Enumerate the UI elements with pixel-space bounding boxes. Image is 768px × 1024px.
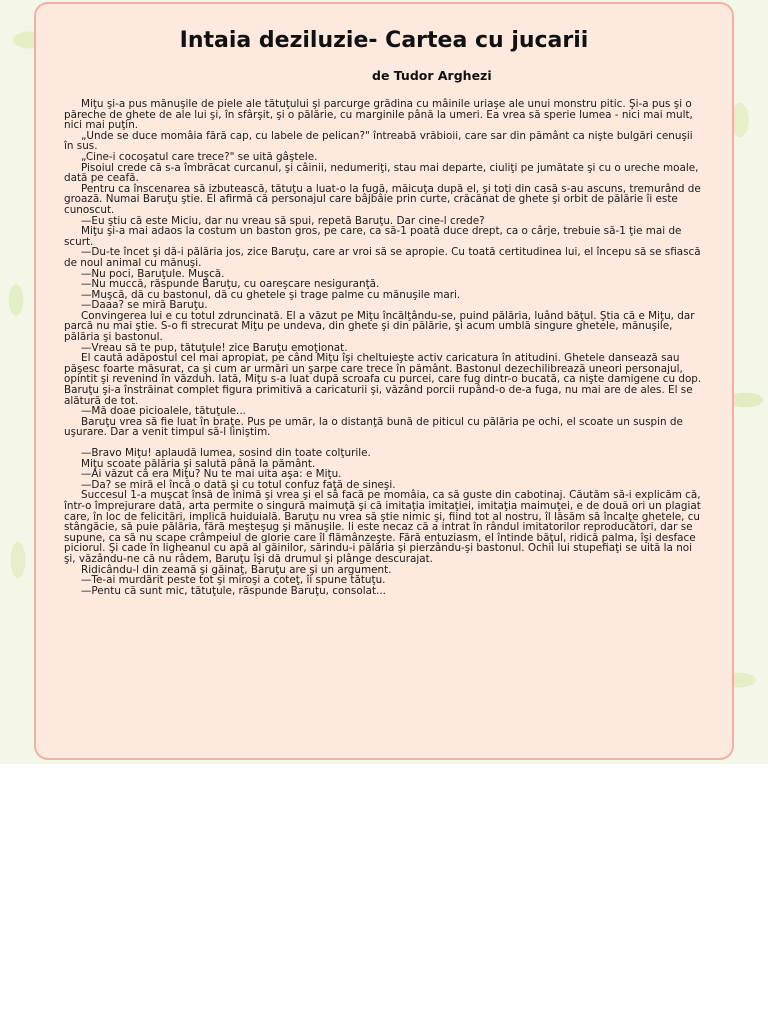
document-title: Intaia deziluzie- Cartea cu jucarii (179, 28, 589, 53)
paragraph: —Eu ştiu că este Miciu, dar nu vreau să spui, repetă Baruţu. Dar cine-l crede? (81, 214, 485, 227)
paragraph: „Unde se duce momâia fără cap, cu labele de pelican?" întreabă vrăbioii, care sar din pământ ca nişte bulgări cenuşii în sus. (64, 129, 693, 153)
paragraph: —Mă doae picioalele, tătuţule... (81, 405, 246, 418)
paragraph: „Cine-i cocoşatul care trece?" se uită gâştele. (81, 150, 318, 163)
paragraph: Succesul 1-a muşcat însă de inimă şi vrea şi el să facă pe momâia, ca să guste din cabotinaj. Căutăm să-i explicăm că, într-o împrejurare dată, arta permite o singură maimuţă şi că imitaţia imitaţiei, imitaţia maimuţei, e de două ori un plagiat care, în loc de felicitări, implică huiduială. Baruţu nu vrea să ştie nimic şi, fiind tot al nostru, îl lăsăm să încalţe ghetele, cu stângăcie, să puie pălăria, fără meşteşug şi mănuşile. Ii este necaz că a intrat în rândul imitatorilor reproducători, dar se supune, ca să nu scape crâmpeiul de glorie care îl flămânzeşte. Fără entuziasm, el întinde băţul, ridică palma, îşi desface piciorul. Şi cade în ligheanul cu apă al găinilor, sărindu-i pălăria şi pierzându-şi bastonul. Ochii lui stupefiaţi se uită la noi şi, văzându-ne că nu râdem, Baruţu îşi dă drumul şi plânge descurajat. (64, 489, 701, 565)
paragraph: —Nu poci, Baruţule. Muşcă. (81, 267, 225, 280)
paragraph: —Ai văzut că era Miţu? Nu te mai uita aşa: e Miţu. (81, 468, 342, 481)
document-page (34, 2, 734, 760)
paragraph: —Pentu că sunt mic, tătuţule, răspunde Baruţu, consolat... (81, 584, 386, 597)
paragraph: —Muşcă, dă cu bastonul, dă cu ghetele şi trage palme cu mănuşile mari. (81, 288, 461, 301)
paragraph: —Da? se miră el încă o dată şi cu totul confuz faţă de sineşi. (81, 478, 396, 491)
paragraph: —Du-te încet şi dă-i pălăria jos, zice Baruţu, care ar vroi să se apropie. Cu toată certitudinea lui, el începu să se sfiască de noul animal cu mănuşi. (64, 246, 701, 269)
paragraph: —Bravo Miţu! aplaudă lumea, sosind din toate colţurile. (81, 447, 371, 459)
paragraph: —Daaa? se miră Baruţu. (81, 299, 208, 312)
paragraph: Miţu şi-a mai adaos la costum un baston gros, pe care, ca să-1 poată duce drept, ca o cârje, trebuie să-1 ţie mai de scurt. (64, 225, 682, 248)
paragraph: Pentru ca înscenarea să izbutească, tătuţu a luat-o la fugă, măicuţa după el, şi toţi din casă s-au ascuns, tremurând de groază. Numai Baruţu ştie. El afirmă că personajul care bâjbâie prin curte, crăcănat de ghete şi orbit de pălărie îi este cunoscut. (64, 182, 701, 216)
body-text (64, 99, 704, 596)
paragraph: El caută adăpostul cel mai apropiat, pe când Miţu îşi cheltuieşte activ caricatura în atitudini. Ghetele dansează sau păşesc foarte măsurat, ca şi cum ar urmări un şarpe care trece în pământ. Bastonul dezechilibrează uneori personajul, opintit şi revenind în văzduh. Iată, Miţu s-a luat după scroafa cu purcei, care fug dintr-o bucată, ca nişte damigene cu dop. Baruţu şi-a înstrăinat complet figura primitivă a caricaturii şi, văzând porcii rupând-o de-a fuga, nu mai are de ales. El se alătură de tot. (64, 352, 702, 407)
document-author: de Tudor Arghezi (372, 68, 492, 83)
paragraph: —Nu muccă, răspunde Baruţu, cu oareşcare nesiguranţă. (81, 278, 380, 291)
paragraph: Pisoiul crede că s-a îmbrăcat curcanul, şi câinii, nedumeriţi, stau mai departe, ciuliţi pe jumătate şi cu o ureche moale, dată pe ceafă. (64, 161, 699, 185)
paragraph: Miţu şi-a pus mănuşile de piele ale tătuţului şi parcurge grădina cu mâinile uriaşe ale unui monstru pitic. Şi-a pus şi o păreche de ghete de ale lui şi, în sfârşit, şi o pălărie, cu marginile până la umeri. Ea vrea să sperie lumea - nici mai mult, nici mai puţin. (64, 98, 693, 132)
paragraph: Ridicându-l din zeamă şi găinaţ, Baruţu are şi un argument. (81, 563, 392, 576)
paragraph: Convingerea lui e cu totul zdruncinată. El a văzut pe Miţu încălţându-se, puind pălăria, luând băţul. Ştia că e Miţu, dar parcă nu mai ştie. S-o fi strecurat Miţu pe undeva, din ghete şi din pălărie, şi acum umblă singure ghetele, mănuşile, pălăria şi bastonul. (64, 309, 695, 344)
paragraph: Miţu scoate pălăria şi salută până la pământ. (81, 457, 316, 470)
paragraph: —Vreau să te pup, tătuţule! zice Baruţu emoţionat. (81, 341, 348, 354)
paragraph: Baruţu vrea să fie luat în braţe. Pus pe umăr, la o distanţă bună de piticul cu pălăria pe ochi, el scoate un suspin de uşurare. Dar a venit timpul să-l liniştim. (64, 415, 683, 439)
paragraph: —Te-ai murdărit peste tot şi miroşi a coteţ, îi spune tătuţu. (81, 574, 386, 587)
